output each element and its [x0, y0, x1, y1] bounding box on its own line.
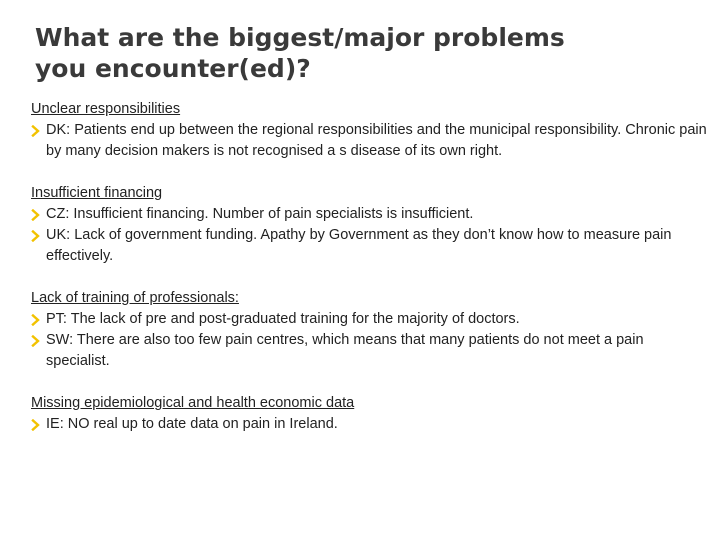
list-item	[31, 309, 711, 330]
section-heading: Insufficient financing	[31, 185, 163, 201]
list-item	[31, 414, 711, 435]
list-item-text: CZ: Insufficient financing. Number of pain specialists is insufficient.	[46, 206, 474, 222]
section-missing-data	[31, 393, 711, 435]
chevron-right-icon	[31, 204, 46, 225]
list-item-text: SW: There are also too few pain centres, which means that many patients do not meet a pain specialist.	[46, 332, 644, 369]
list-item	[31, 225, 711, 267]
section-lack-of-training	[31, 288, 711, 372]
list-item-text: DK: Patients end up between the regional responsibilities and the municipal responsibility. Chronic pain by many decision makers is not recognised a s disease of its own right.	[46, 122, 707, 159]
list-item	[31, 204, 711, 225]
section-heading: Missing epidemiological and health economic data	[31, 395, 355, 411]
slide-title	[35, 22, 705, 84]
chevron-right-icon	[31, 225, 46, 246]
list-item	[31, 330, 711, 372]
slide-body	[31, 99, 711, 456]
list-item	[31, 120, 711, 162]
chevron-right-icon	[31, 120, 46, 141]
chevron-right-icon	[31, 309, 46, 330]
chevron-right-icon	[31, 330, 46, 351]
section-heading: Lack of training of professionals:	[31, 290, 239, 306]
slide-title-line-2: you encounter(ed)?	[35, 54, 311, 83]
list-item-text: PT: The lack of pre and post-graduated training for the majority of doctors.	[46, 311, 520, 327]
list-item-text: IE: NO real up to date data on pain in Ireland.	[46, 416, 338, 432]
chevron-right-icon	[31, 414, 46, 435]
section-insufficient-financing	[31, 183, 711, 267]
list-item-text: UK: Lack of government funding. Apathy by Government as they don’t know how to measure pain effectively.	[46, 227, 672, 264]
section-unclear-responsibilities	[31, 99, 711, 162]
section-heading: Unclear responsibilities	[31, 101, 181, 117]
slide-title-line-1: What are the biggest/major problems	[35, 23, 565, 52]
